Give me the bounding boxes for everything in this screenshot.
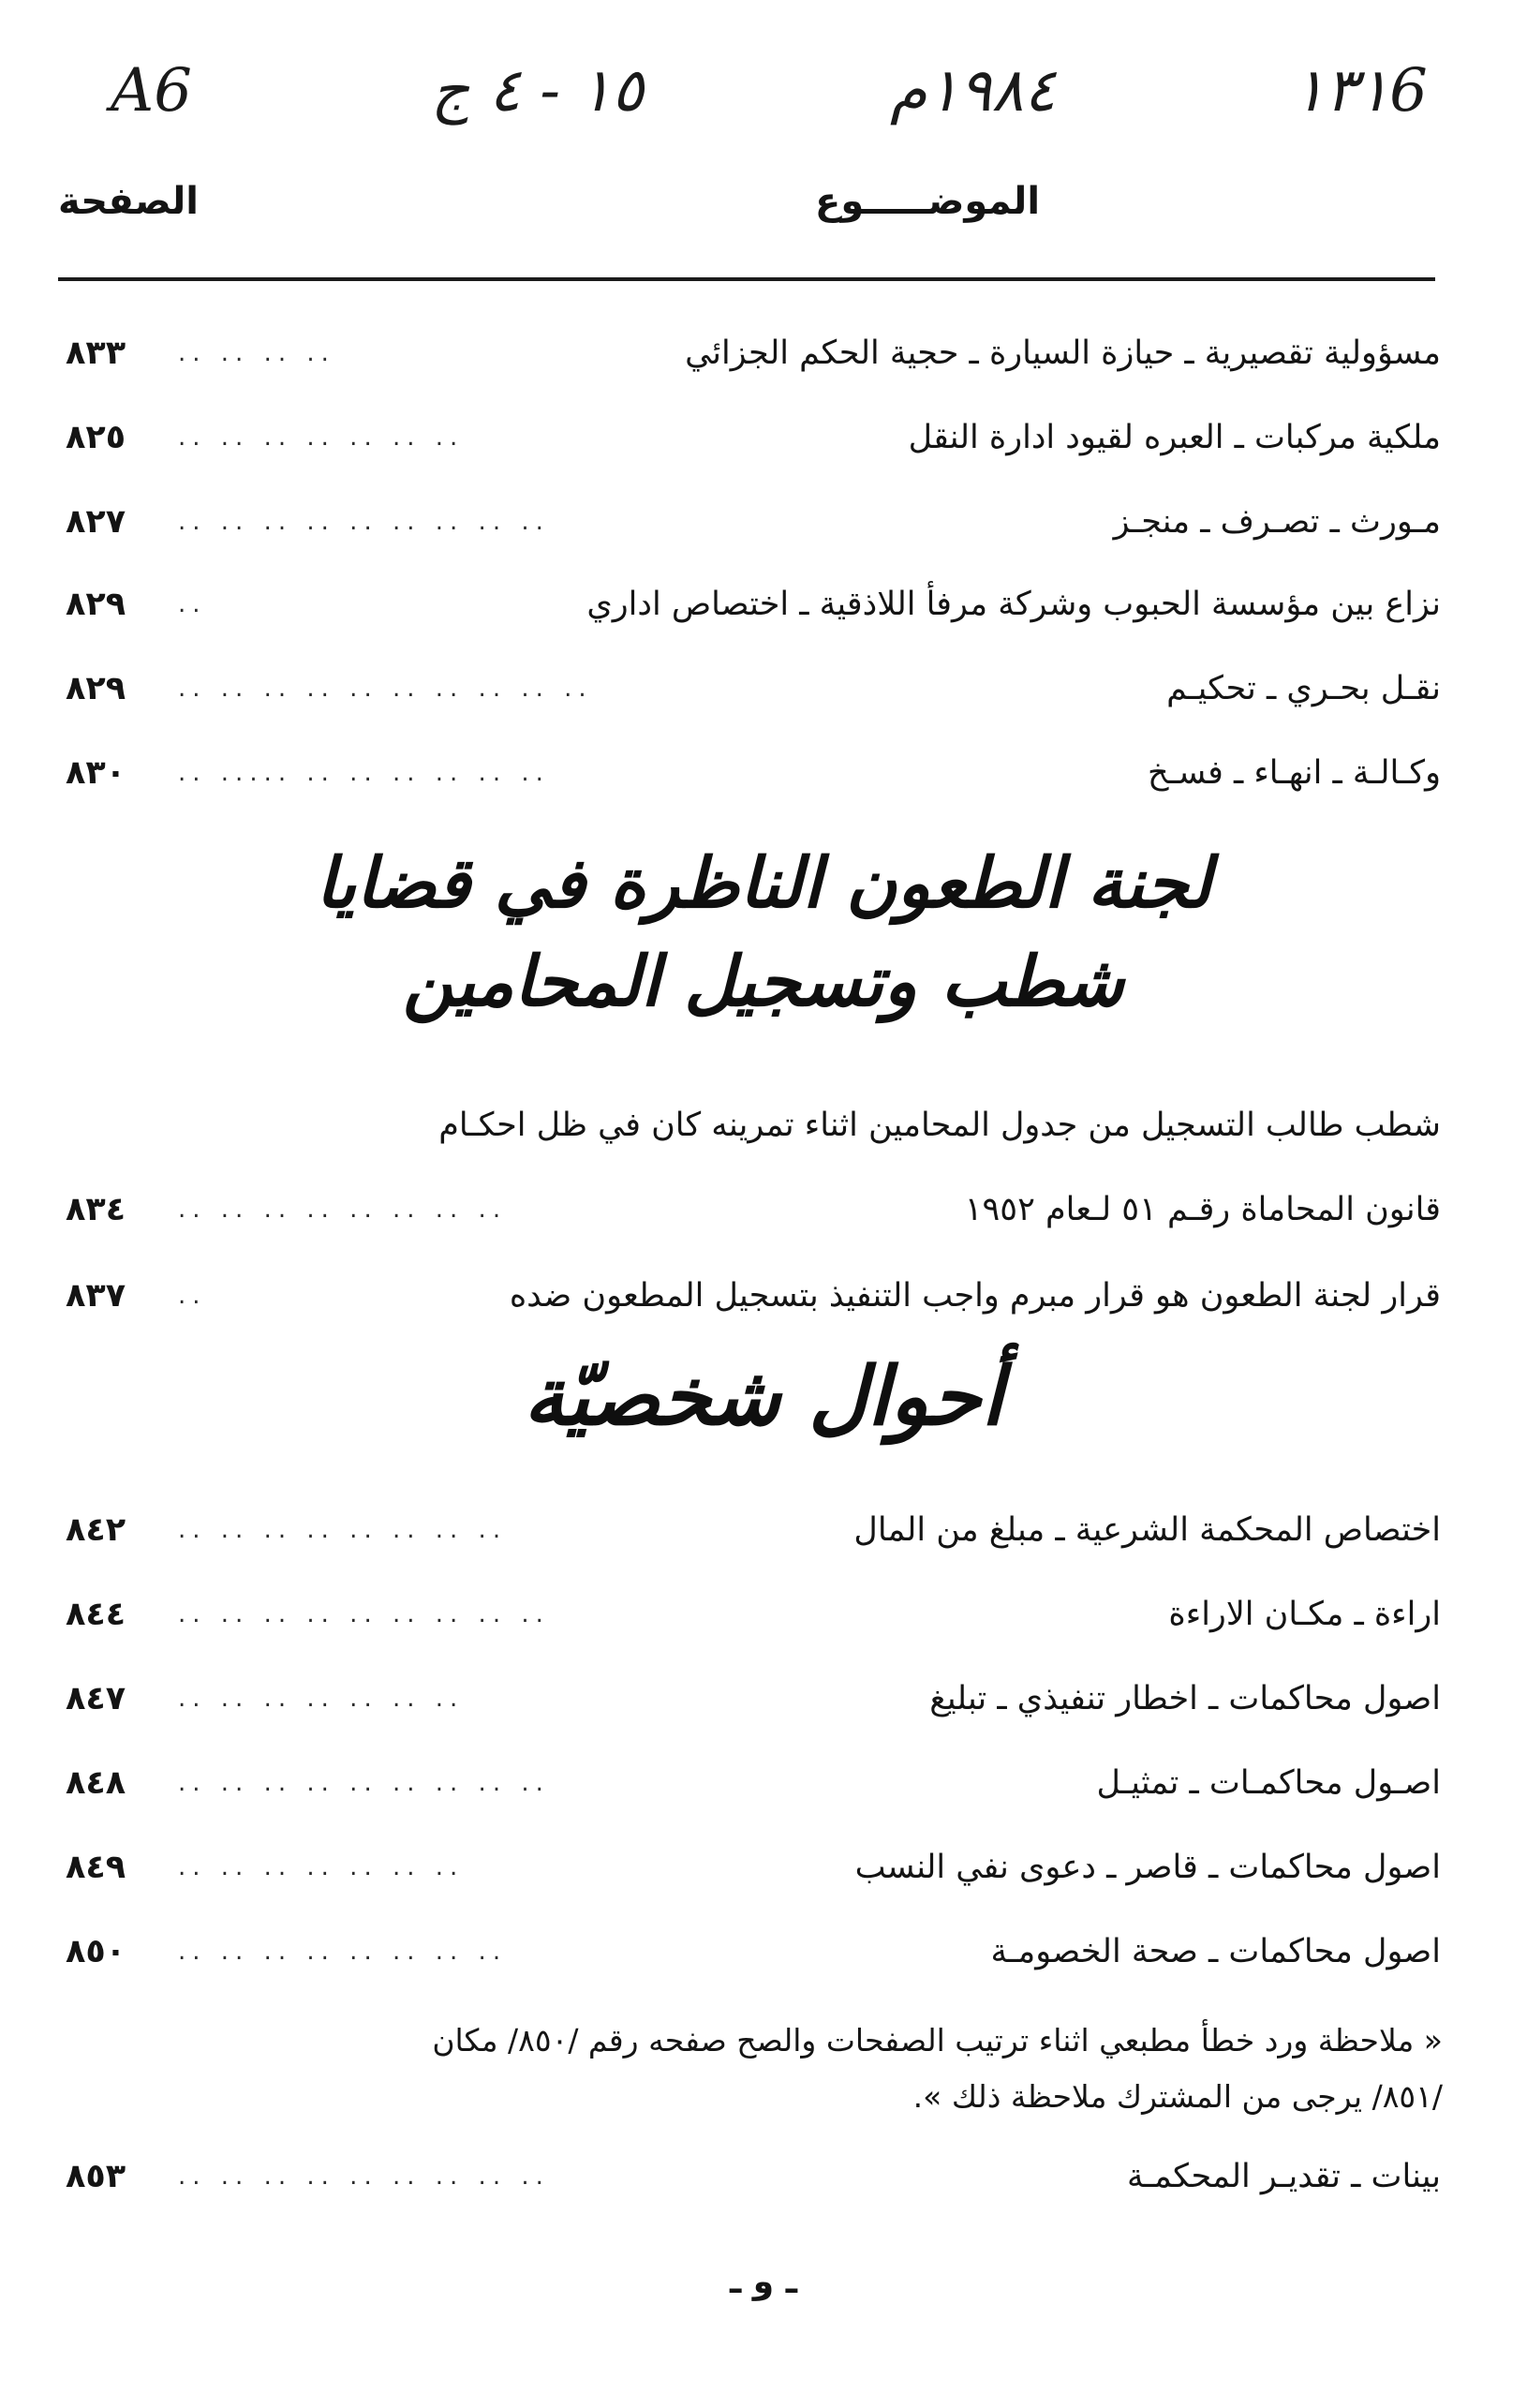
toc-entry-page: ٨٣٠ — [66, 754, 126, 792]
toc-entry-page: ٨٤٢ — [66, 1511, 126, 1549]
handwritten-year: ١٩٨٤م — [890, 56, 1057, 126]
page-number-footer: ـ و ـ — [729, 2263, 798, 2301]
toc-entry-page: ٨٤٩ — [66, 1849, 126, 1886]
leader-dots: .. .. .. .. .. .. .. — [178, 424, 465, 452]
section-title-personal-status: أحوال شخصيّة — [523, 1349, 1003, 1444]
toc-entry — [66, 2146, 1441, 2207]
section-title-appeals-committee-line2: شطب وتسجيل المحامين — [403, 942, 1124, 1022]
toc-entry — [66, 1668, 1441, 1730]
toc-entry-title: اختصاص المحكمة الشرعية ـ مبلغ من المال — [853, 1511, 1441, 1549]
toc-entry — [66, 1499, 1441, 1561]
leader-dots: .. — [178, 1282, 207, 1310]
header-divider — [58, 277, 1435, 281]
toc-entry-title: قانون المحاماة رقـم ٥١ لـعام ١٩٥٢ — [964, 1191, 1441, 1228]
leader-dots: .. .. .. .. .. .. .. .. .. .. — [178, 675, 593, 703]
toc-entry-page: ٨٣٤ — [66, 1191, 126, 1228]
toc-entry — [66, 1583, 1441, 1645]
toc-entry-title: نزاع بين مؤسسة الحبوب وشركة مرفأ اللاذقية ـ اختصاص اداري — [586, 586, 1441, 623]
leader-dots: .. .. .. .. .. .. .. .. — [178, 1938, 508, 1966]
toc-entry — [66, 1836, 1441, 1898]
toc-entry-title: قرار لجنة الطعون هو قرار مبرم واجب التنفيذ بتسجيل المطعون ضده — [509, 1277, 1441, 1315]
toc-entry — [66, 491, 1441, 553]
erratum-note-line1: « ملاحظة ورد خطأ مطبعي اثناء ترتيب الصفحات والصح صفحه رقم /٨٥٠/ مكان — [432, 2022, 1443, 2059]
toc-entry-title: اصول محاكمات ـ صحة الخصومـة — [990, 1933, 1441, 1970]
leader-dots: .. .. .. .. .. .. .. — [178, 1685, 465, 1713]
toc-entry — [66, 322, 1441, 384]
leader-dots: .. .. .. .. .. .. .. .. .. — [178, 508, 550, 536]
toc-entry-title: اصول محاكمات ـ اخطار تنفيذي ـ تبليغ — [929, 1680, 1441, 1717]
toc-entry-page: ٨٢٥ — [66, 419, 126, 456]
toc-entry-title: ملكية مركبات ـ العبره لقيود ادارة النقل — [908, 419, 1441, 456]
handwritten-left-mark: A6 — [111, 56, 192, 126]
erratum-note-line2: /٨٥١/ يرجى من المشترك ملاحظة ذلك ». — [912, 2078, 1443, 2115]
toc-entry — [66, 742, 1441, 804]
leader-dots: .. .. .. .. .. .. .. .. — [178, 1196, 508, 1224]
subject-column-header: الموضـــــوع — [815, 180, 1041, 223]
toc-entry-page: ٨٢٩ — [66, 586, 126, 623]
toc-entry-title: بينات ـ تقديـر المحكمـة — [1126, 2158, 1441, 2195]
toc-entry-page: ٨٣٧ — [66, 1277, 126, 1315]
handwritten-code: ١٥ - ٤ ج — [431, 56, 645, 126]
leader-dots: .. .. .. .. .. .. .. .. — [178, 1516, 508, 1544]
toc-entry — [66, 1921, 1441, 1983]
toc-entry-page: ٨٤٨ — [66, 1764, 126, 1802]
toc-entry — [66, 1179, 1441, 1241]
toc-entry-continued-line: شطب طالب التسجيل من جدول المحامين اثناء تمرينه كان في ظل احكـام — [438, 1107, 1441, 1144]
leader-dots: .. ..... .. .. .. .. .. .. — [178, 759, 550, 787]
toc-entry-page: ٨٢٩ — [66, 670, 126, 707]
page-column-header: الصفحة — [58, 180, 200, 223]
toc-entry-page: ٨٤٧ — [66, 1680, 126, 1717]
toc-entry-title: اراءة ـ مكـان الاراءة — [1168, 1596, 1441, 1633]
toc-entry — [66, 658, 1441, 720]
toc-entry-title: اصول محاكمات ـ قاصر ـ دعوى نفي النسب — [854, 1849, 1441, 1886]
toc-entry — [66, 1265, 1441, 1327]
toc-entry-title: مـورث ـ تصـرف ـ منجـز — [1113, 503, 1441, 541]
toc-entry-title: مسؤولية تقصيرية ـ حيازة السيارة ـ حجية الحكم الجزائي — [685, 334, 1441, 372]
leader-dots: .. .. .. .. .. .. .. .. .. — [178, 1769, 550, 1797]
toc-entry — [66, 407, 1441, 468]
toc-entry-title: نقـل بحـري ـ تحكيـم — [1166, 670, 1441, 707]
toc-entry-page: ٨٣٣ — [66, 334, 126, 372]
toc-entry — [66, 573, 1441, 635]
toc-entry-page: ٨٢٧ — [66, 503, 126, 541]
leader-dots: .. .. .. .. .. .. .. — [178, 1853, 465, 1881]
section-title-appeals-committee-line1: لجنة الطعون الناظرة في قضايا — [315, 843, 1212, 924]
leader-dots: .. — [178, 590, 207, 618]
toc-entry-title: اصـول محاكمـات ـ تمثيـل — [1096, 1764, 1441, 1802]
leader-dots: .. .. .. .. — [178, 339, 335, 367]
toc-entry-page: ٨٤٤ — [66, 1596, 126, 1633]
toc-entry-title: وكـالـة ـ انهـاء ـ فسـخ — [1148, 754, 1441, 792]
toc-entry-page: ٨٥٣ — [66, 2158, 126, 2195]
toc-entry-page: ٨٥٠ — [66, 1933, 126, 1970]
leader-dots: .. .. .. .. .. .. .. .. .. — [178, 2163, 550, 2191]
toc-entry — [66, 1752, 1441, 1814]
leader-dots: .. .. .. .. .. .. .. .. .. — [178, 1600, 550, 1628]
handwritten-reference: ١٣١6 — [1293, 56, 1428, 126]
